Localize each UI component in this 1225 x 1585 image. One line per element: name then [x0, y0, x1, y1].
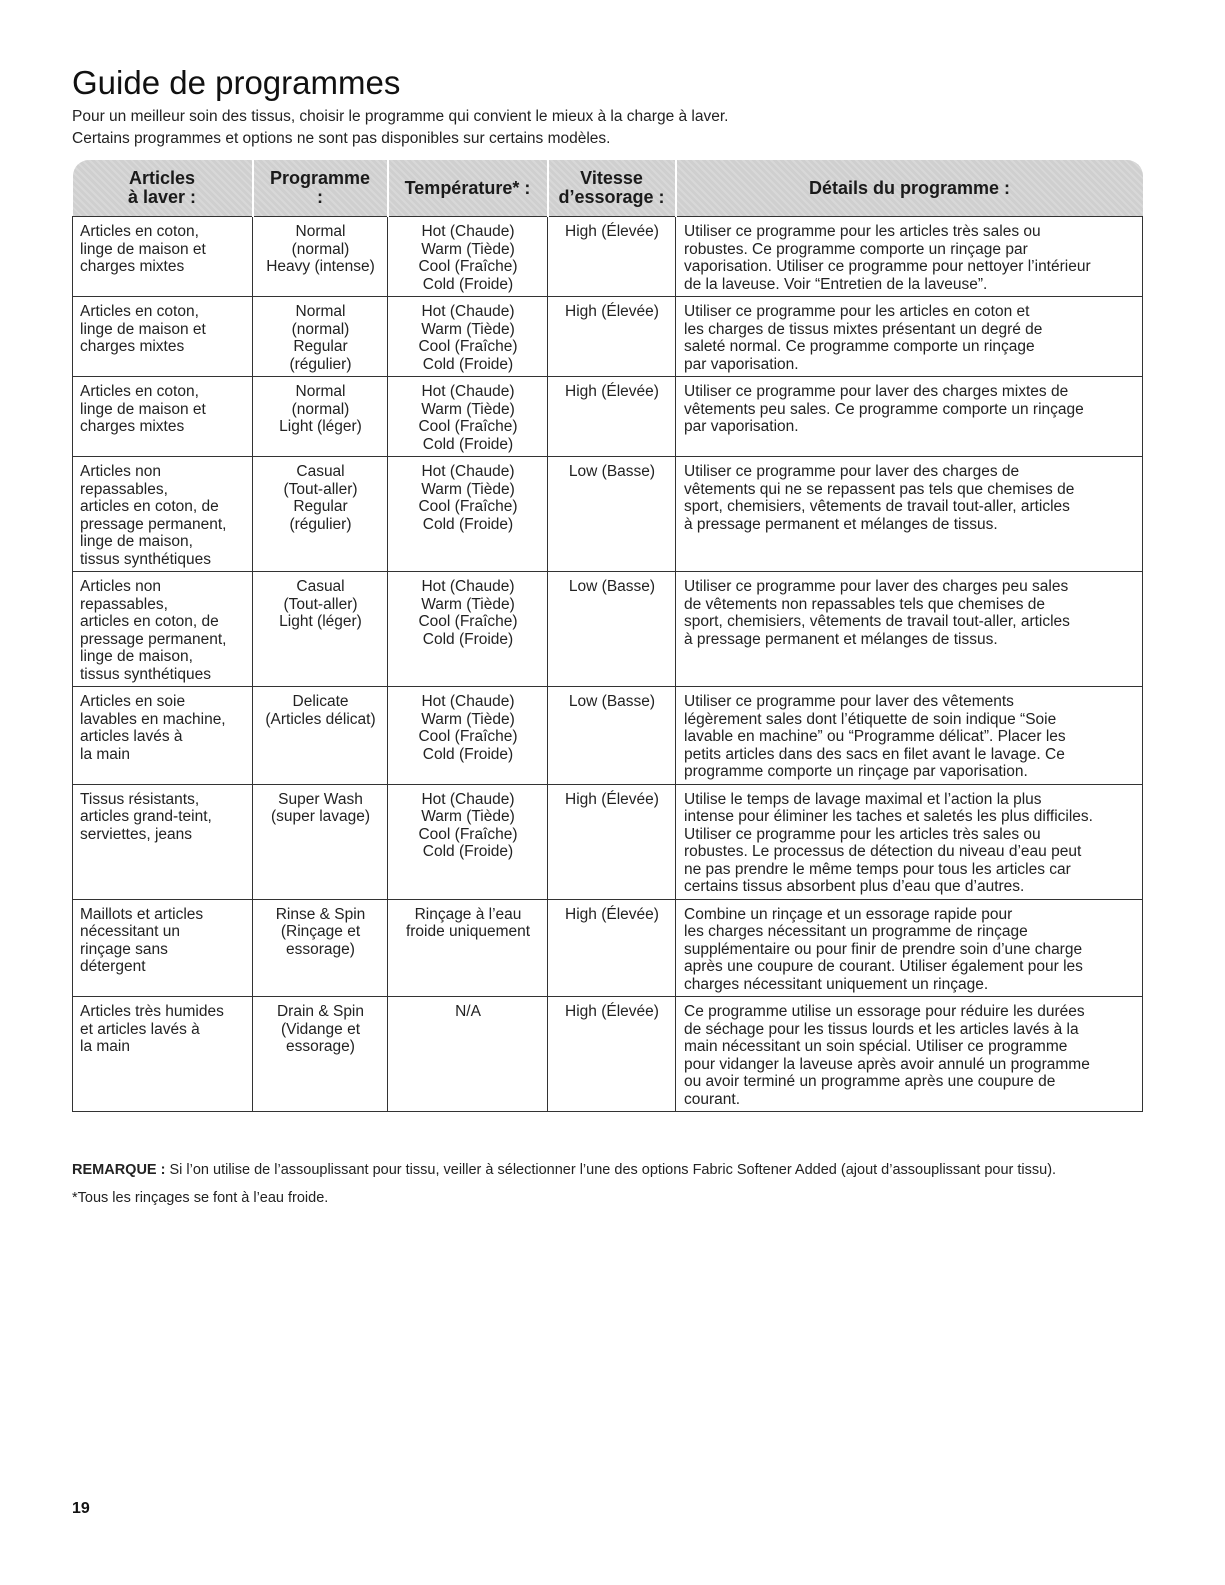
header-articles: Articles à laver : — [73, 160, 253, 217]
cell-temperature: Hot (Chaude) Warm (Tiède) Cool (Fraîche) Cold (Froide) — [388, 572, 548, 687]
remark-label: REMARQUE : — [72, 1162, 166, 1178]
cell-vitesse: High (Élevée) — [548, 784, 676, 899]
cell-vitesse: Low (Basse) — [548, 457, 676, 572]
cell-details: Utiliser ce programme pour les articles en coton et les charges de tissus mixtes présentant un degré de saleté normal. Ce programme comporte un rinçage par vaporisation. — [676, 297, 1143, 377]
cell-articles: Articles en coton, linge de maison et charges mixtes — [73, 217, 253, 297]
table-row — [73, 997, 1143, 1112]
cell-vitesse: High (Élevée) — [548, 297, 676, 377]
notes-section — [72, 1160, 1152, 1208]
table-row — [73, 572, 1143, 687]
cell-articles: Articles non repassables, articles en coton, de pressage permanent, linge de maison, tissus synthétiques — [73, 572, 253, 687]
cell-programme: Casual (Tout-aller) Light (léger) — [253, 572, 388, 687]
cell-details: Combine un rinçage et un essorage rapide pour les charges nécessitant un programme de rinçage supplémentaire ou pour finir de prendre soin d’une charge après une coupure de courant. Utiliser également pour les charges nécessitant uniquement un rinçage. — [676, 899, 1143, 997]
cell-vitesse: High (Élevée) — [548, 997, 676, 1112]
cell-programme: Rinse & Spin (Rinçage et essorage) — [253, 899, 388, 997]
page-number: 19 — [72, 1500, 90, 1517]
cell-temperature: Rinçage à l’eau froide uniquement — [388, 899, 548, 997]
remark-text: Si l’on utilise de l’assouplissant pour tissu, veiller à sélectionner l’une des options Fabric Softener Added (ajout d’assouplissant pour tissu). — [165, 1162, 1057, 1178]
cell-programme: Drain & Spin (Vidange et essorage) — [253, 997, 388, 1112]
cell-temperature: Hot (Chaude) Warm (Tiède) Cool (Fraîche) Cold (Froide) — [388, 297, 548, 377]
intro-line-2: Certains programmes et options ne sont pas disponibles sur certains modèles. — [72, 130, 611, 147]
cell-programme: Normal (normal) Regular (régulier) — [253, 297, 388, 377]
cell-programme: Delicate (Articles délicat) — [253, 687, 388, 785]
cell-details: Utiliser ce programme pour laver des vêtements légèrement sales dont l’étiquette de soin indique “Soie lavable en machine” ou “Programme délicat”. Placer les petits articles dans des sacs en filet avant le lavage. Ce programme comporte un rinçage par vaporisation. — [676, 687, 1143, 785]
cell-vitesse: High (Élevée) — [548, 899, 676, 997]
cycle-guide-table — [72, 160, 1143, 1112]
cell-articles: Articles très humides et articles lavés à la main — [73, 997, 253, 1112]
intro-line-1: Pour un meilleur soin des tissus, choisir le programme qui convient le mieux à la charge à laver. — [72, 108, 729, 125]
cell-temperature: Hot (Chaude) Warm (Tiède) Cool (Fraîche) Cold (Froide) — [388, 217, 548, 297]
cell-articles: Tissus résistants, articles grand-teint, serviettes, jeans — [73, 784, 253, 899]
page-title: Guide de programmes — [72, 64, 401, 101]
cell-temperature: Hot (Chaude) Warm (Tiède) Cool (Fraîche) Cold (Froide) — [388, 377, 548, 457]
cell-vitesse: Low (Basse) — [548, 572, 676, 687]
table-header-row — [73, 160, 1143, 217]
rinse-footnote: *Tous les rinçages se font à l’eau froide. — [72, 1190, 329, 1206]
cell-temperature: N/A — [388, 997, 548, 1112]
cell-articles: Articles en coton, linge de maison et charges mixtes — [73, 297, 253, 377]
table-row — [73, 784, 1143, 899]
cell-details: Ce programme utilise un essorage pour réduire les durées de séchage pour les tissus lourds et les articles lavés à la main nécessitant un soin spécial. Utiliser ce programme pour vidanger la laveuse après avoir annulé un programme ou avoir terminé un programme après une coupure de courant. — [676, 997, 1143, 1112]
cell-programme: Casual (Tout-aller) Regular (régulier) — [253, 457, 388, 572]
cell-details: Utiliser ce programme pour laver des charges mixtes de vêtements peu sales. Ce programme comporte un rinçage par vaporisation. — [676, 377, 1143, 457]
cell-details: Utiliser ce programme pour laver des charges de vêtements qui ne se repassent pas tels que chemises de sport, chemisiers, vêtements de travail tout-aller, articles à pressage permanent et mélanges de tissus. — [676, 457, 1143, 572]
table-row — [73, 217, 1143, 297]
cell-articles: Maillots et articles nécessitant un rinçage sans détergent — [73, 899, 253, 997]
cell-details: Utilise le temps de lavage maximal et l’action la plus intense pour éliminer les taches et saletés les plus difficiles. Utiliser ce programme pour les articles très sales ou robustes. Le processus de détection du niveau d’eau peut ne pas prendre le même temps pour tous les articles car certains tissus absorbent plus d’eau que d’autres. — [676, 784, 1143, 899]
cell-details: Utiliser ce programme pour les articles très sales ou robustes. Ce programme comporte un rinçage par vaporisation. Utiliser ce programme pour nettoyer l’intérieur de la laveuse. Voir “Entretien de la laveuse”. — [676, 217, 1143, 297]
table-row — [73, 687, 1143, 785]
cell-programme: Super Wash (super lavage) — [253, 784, 388, 899]
cell-vitesse: High (Élevée) — [548, 217, 676, 297]
header-details: Détails du programme : — [676, 160, 1143, 217]
cell-programme: Normal (normal) Heavy (intense) — [253, 217, 388, 297]
remark-note — [72, 1160, 1152, 1180]
table-row — [73, 297, 1143, 377]
table-body — [73, 217, 1143, 1112]
cell-temperature: Hot (Chaude) Warm (Tiède) Cool (Fraîche) Cold (Froide) — [388, 687, 548, 785]
cell-temperature: Hot (Chaude) Warm (Tiède) Cool (Fraîche) Cold (Froide) — [388, 784, 548, 899]
header-temperature: Température* : — [388, 160, 548, 217]
header-programme: Programme : — [253, 160, 388, 217]
cell-details: Utiliser ce programme pour laver des charges peu sales de vêtements non repassables tels que chemises de sport, chemisiers, vêtements de travail tout-aller, articles à pressage permanent et mélanges de tissus. — [676, 572, 1143, 687]
cell-articles: Articles en coton, linge de maison et charges mixtes — [73, 377, 253, 457]
cell-vitesse: High (Élevée) — [548, 377, 676, 457]
table-row — [73, 377, 1143, 457]
intro-text — [72, 106, 1142, 150]
cell-articles: Articles non repassables, articles en coton, de pressage permanent, linge de maison, tissus synthétiques — [73, 457, 253, 572]
table-row — [73, 899, 1143, 997]
header-vitesse: Vitesse d’essorage : — [548, 160, 676, 217]
cell-vitesse: Low (Basse) — [548, 687, 676, 785]
cell-articles: Articles en soie lavables en machine, articles lavés à la main — [73, 687, 253, 785]
cell-temperature: Hot (Chaude) Warm (Tiède) Cool (Fraîche) Cold (Froide) — [388, 457, 548, 572]
table-row — [73, 457, 1143, 572]
cell-programme: Normal (normal) Light (léger) — [253, 377, 388, 457]
